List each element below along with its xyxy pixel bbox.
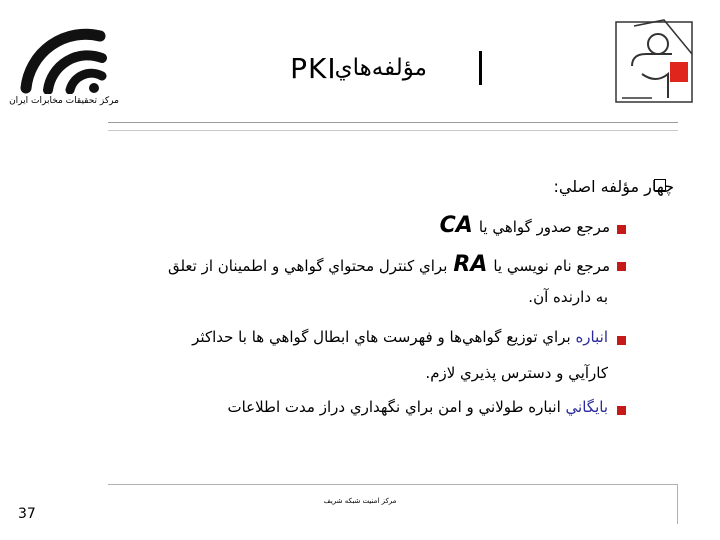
bullet-square-icon (617, 406, 626, 415)
item-highlight: بايگاني (565, 398, 608, 416)
item-abbr: RA (453, 252, 488, 277)
item-continuation: كارآيي و دسترس پذيري لازم. (425, 364, 608, 382)
header-divider-secondary (108, 130, 678, 131)
title-cursor-bar (479, 51, 482, 85)
bullet-square-icon (617, 336, 626, 345)
list-item (227, 398, 608, 416)
list-item (434, 213, 610, 238)
title-pki: PKI (290, 51, 337, 85)
bullet-square-icon (617, 225, 626, 234)
item-text: براي توزيع گواهي‌ها و فهرست هاي ابطال گواهي ها با حداكثر (192, 328, 571, 346)
list-item (168, 252, 610, 277)
header-divider (108, 122, 678, 123)
research-center-logo (18, 18, 108, 94)
page-number: 37 (18, 506, 36, 522)
footer-organization: مرکز امنیت شبکه شریف (323, 497, 397, 505)
item-text: مرجع نام نويسي يا (493, 257, 610, 275)
item-text: مرجع صدور گواهي يا (478, 218, 610, 236)
slide-title (260, 48, 470, 88)
item-text: براي كنترل محتواي گواهي و اطمينان از تعلق (167, 257, 448, 275)
title-persian: مؤلفه‌هاي (334, 55, 427, 81)
item-abbr: CA (439, 213, 473, 238)
bullet-square-icon (617, 262, 626, 271)
sharif-logo (612, 14, 698, 110)
item-text: انباره طولاني و امن براي نگهداري دراز مدت اطلاعات (227, 398, 561, 416)
item-highlight: انباره (575, 328, 608, 346)
logo-caption: مرکز تحقیقات مخابرات ایران (9, 96, 119, 106)
footer-vertical-divider (677, 484, 678, 524)
list-item (192, 328, 608, 346)
section-heading: چهار مؤلفه اصلي: (553, 177, 674, 196)
footer-divider (108, 484, 678, 485)
item-continuation: به دارنده آن. (528, 288, 608, 306)
